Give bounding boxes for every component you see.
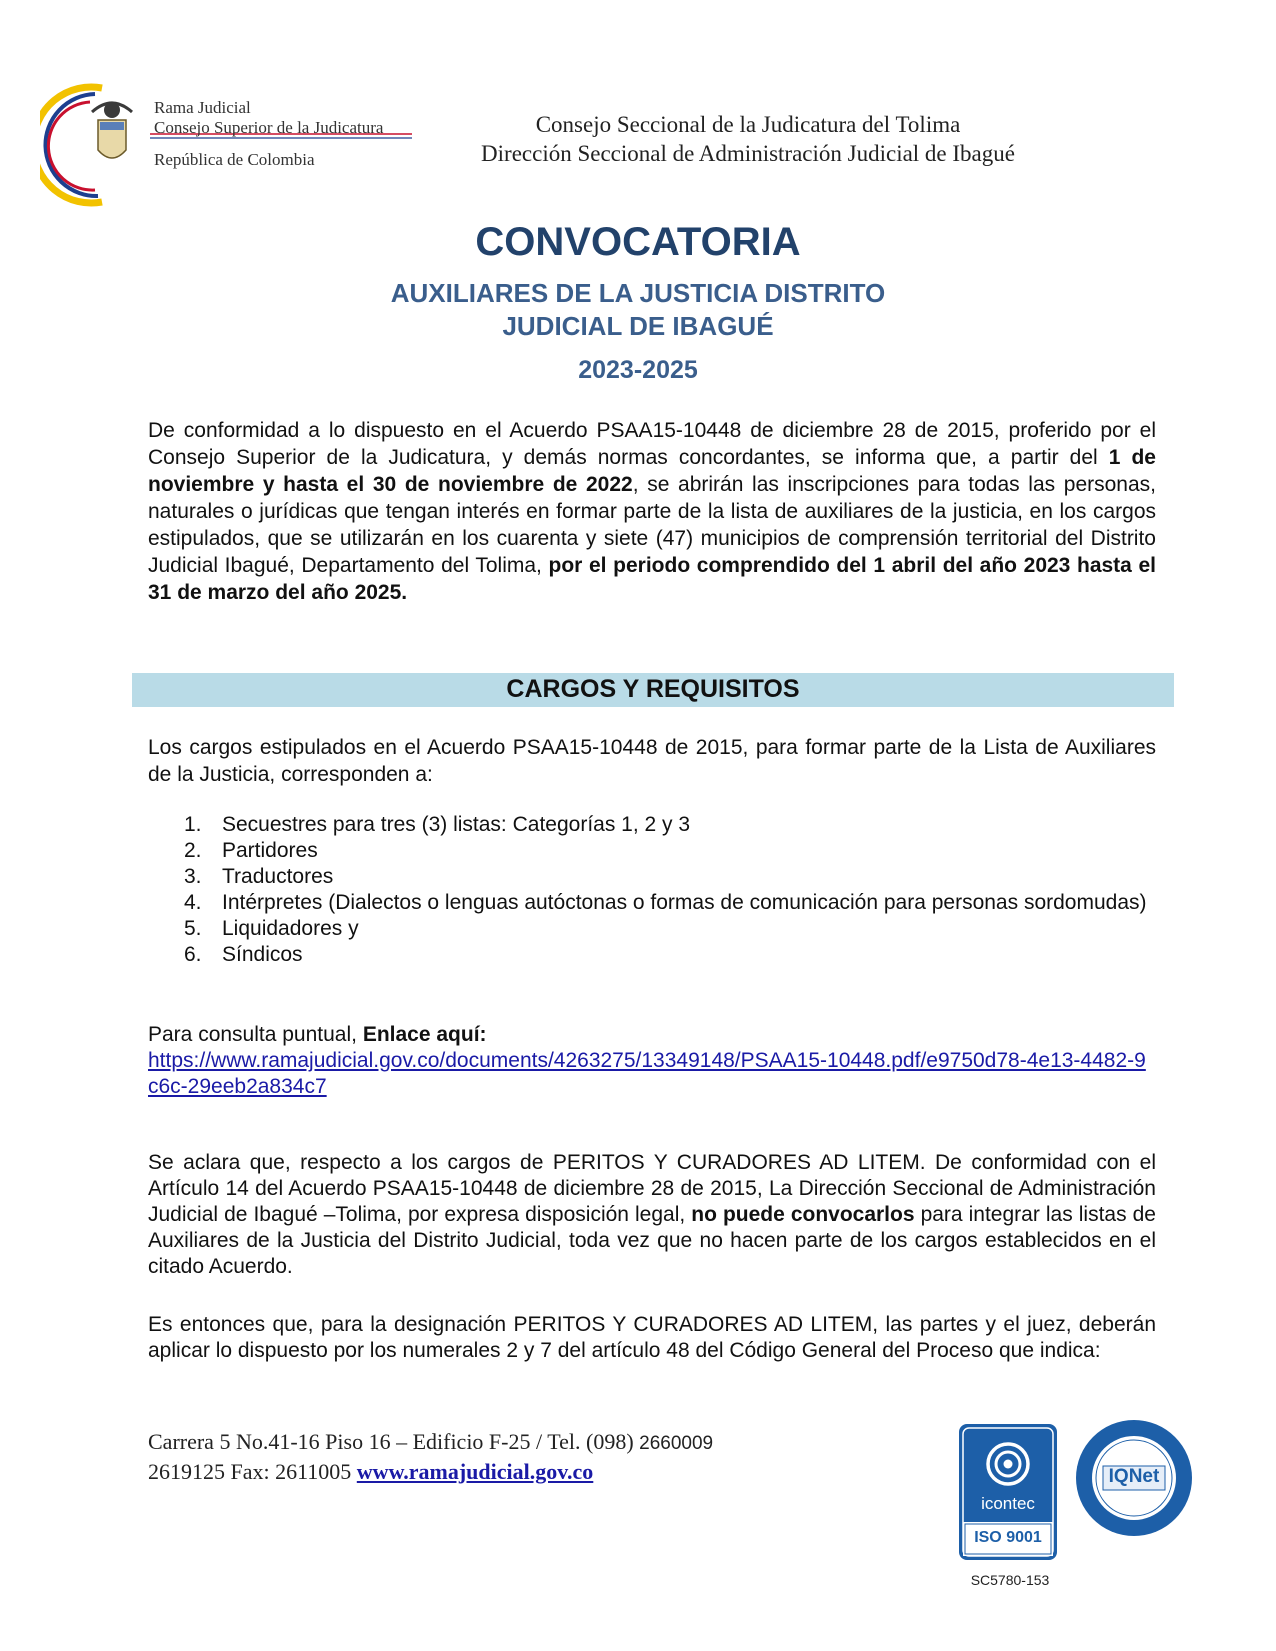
logo-line-2: Consejo Superior de la Judicatura: [154, 118, 384, 137]
intro-period-bold: por el periodo comprendido del 1 abril del año 2023 hasta el 31 de marzo del año 2025.: [148, 554, 1157, 604]
section-intro: Los cargos estipulados en el Acuerdo PSAA15-10448 de 2015, para formar parte de la Lista de Auxiliares de la Justicia, corresponden a:: [148, 736, 1156, 786]
subtitle-line-2: JUDICIAL DE IBAGUÉ: [502, 311, 774, 341]
list-item: 1. Secuestres para tres (3) listas: Categorías 1, 2 y 3: [184, 813, 691, 836]
org-line-2: Dirección Seccional de Administración Judicial de Ibagué: [481, 141, 1015, 166]
document-title: CONVOCATORIA: [475, 220, 801, 264]
icontec-certification-badge: [957, 1422, 1059, 1562]
list-item: 2. Partidores: [184, 839, 318, 862]
logo-line-3: República de Colombia: [154, 150, 315, 169]
org-line-1: Consejo Seccional de la Judicatura del Tolima: [535, 112, 961, 137]
iqnet-certification-badge: [1073, 1418, 1195, 1538]
logo-line-1: Rama Judicial: [154, 98, 251, 117]
acuerdo-link[interactable]: https://www.ramajudicial.gov.co/documents/4263275/13349148/PSAA15-10448.pdf/e9750d78-4e13-4482-9c6c-29eeb2a834c7: [148, 1049, 1146, 1098]
aclaracion-paragraph: Se aclara que, respecto a los cargos de PERITOS Y CURADORES AD LITEM. De conformidad con el Artículo 14 del Acuerdo PSAA15-10448 de diciembre 28 de 2015, La Dirección Seccional de Administración Judicial de Ibagué –Tolima, por expresa disposición legal, no puede convocarlos para integrar las listas de Auxiliares de la Justicia del Distrito Judicial, toda vez que no hacen parte de los cargos establecidos en el citado Acuerdo.: [148, 1151, 1156, 1278]
subtitle-line-1: AUXILIARES DE LA JUSTICIA DISTRITO: [390, 278, 886, 308]
cargos-list: [176, 812, 1156, 968]
intro-dates-bold: 1 de noviembre y hasta el 30 de noviembre de 2022: [148, 446, 1156, 496]
consulta-text: Para consulta puntual,: [148, 1023, 363, 1046]
period-years: 2023-2025: [578, 356, 698, 384]
intro-paragraph: [148, 417, 1156, 606]
no-convocar-bold: no puede convocarlos: [691, 1203, 915, 1226]
certificate-code: SC5780-153: [970, 1572, 1050, 1588]
list-item: 6. Síndicos: [184, 943, 303, 966]
consulta-bold: Enlace aquí:: [362, 1023, 487, 1046]
iqnet-label: IQNet: [1108, 1466, 1160, 1487]
list-item: 5. Liquidadores y: [184, 917, 359, 940]
consulta-paragraph: [148, 1022, 1156, 1100]
icontec-label: icontec: [981, 1494, 1035, 1513]
document-subtitle: [0, 277, 1276, 343]
intro-text-2: , se abrirán las inscripciones para todas las personas, naturales o jurídicas que tengan interés en formar parte de la lista de auxiliares de la justicia, en los cargos estipulados, que se utilizarán en los cuarenta y siete (47) municipios de comprensión territorial del Distrito Judicial Ibagué, Departamento del Tolima,: [148, 473, 1157, 577]
header-organization: [448, 110, 1048, 168]
list-item: 4. Intérpretes (Dialectos o lenguas autóctonas o formas de comunicación para personas sordomudas): [184, 891, 1147, 914]
section-title: CARGOS Y REQUISITOS: [506, 675, 800, 703]
footer-phone: 2660009: [639, 1433, 714, 1454]
iso-label: ISO 9001: [974, 1529, 1042, 1546]
footer-fax: 2619125 Fax: 2611005: [148, 1459, 357, 1484]
footer-address: Carrera 5 No.41-16 Piso 16 – Edificio F-25 / Tel. (098): [148, 1429, 640, 1454]
designacion-paragraph: Es entonces que, para la designación PERITOS Y CURADORES AD LITEM, las partes y el juez, deberán aplicar lo dispuesto por los numerales 2 y 7 del artículo 48 del Código General del Proceso que indica:: [148, 1313, 1156, 1362]
footer-website-link[interactable]: www.ramajudicial.gov.co: [356, 1459, 594, 1484]
intro-text-1: De conformidad a lo dispuesto en el Acuerdo PSAA15-10448 de diciembre 28 de 2015, proferido por el Consejo Superior de la Judicatura, y demás normas concordantes, se informa que, a partir del: [148, 419, 1156, 469]
footer-contact: [148, 1428, 848, 1486]
list-item: 3. Traductores: [184, 865, 334, 888]
